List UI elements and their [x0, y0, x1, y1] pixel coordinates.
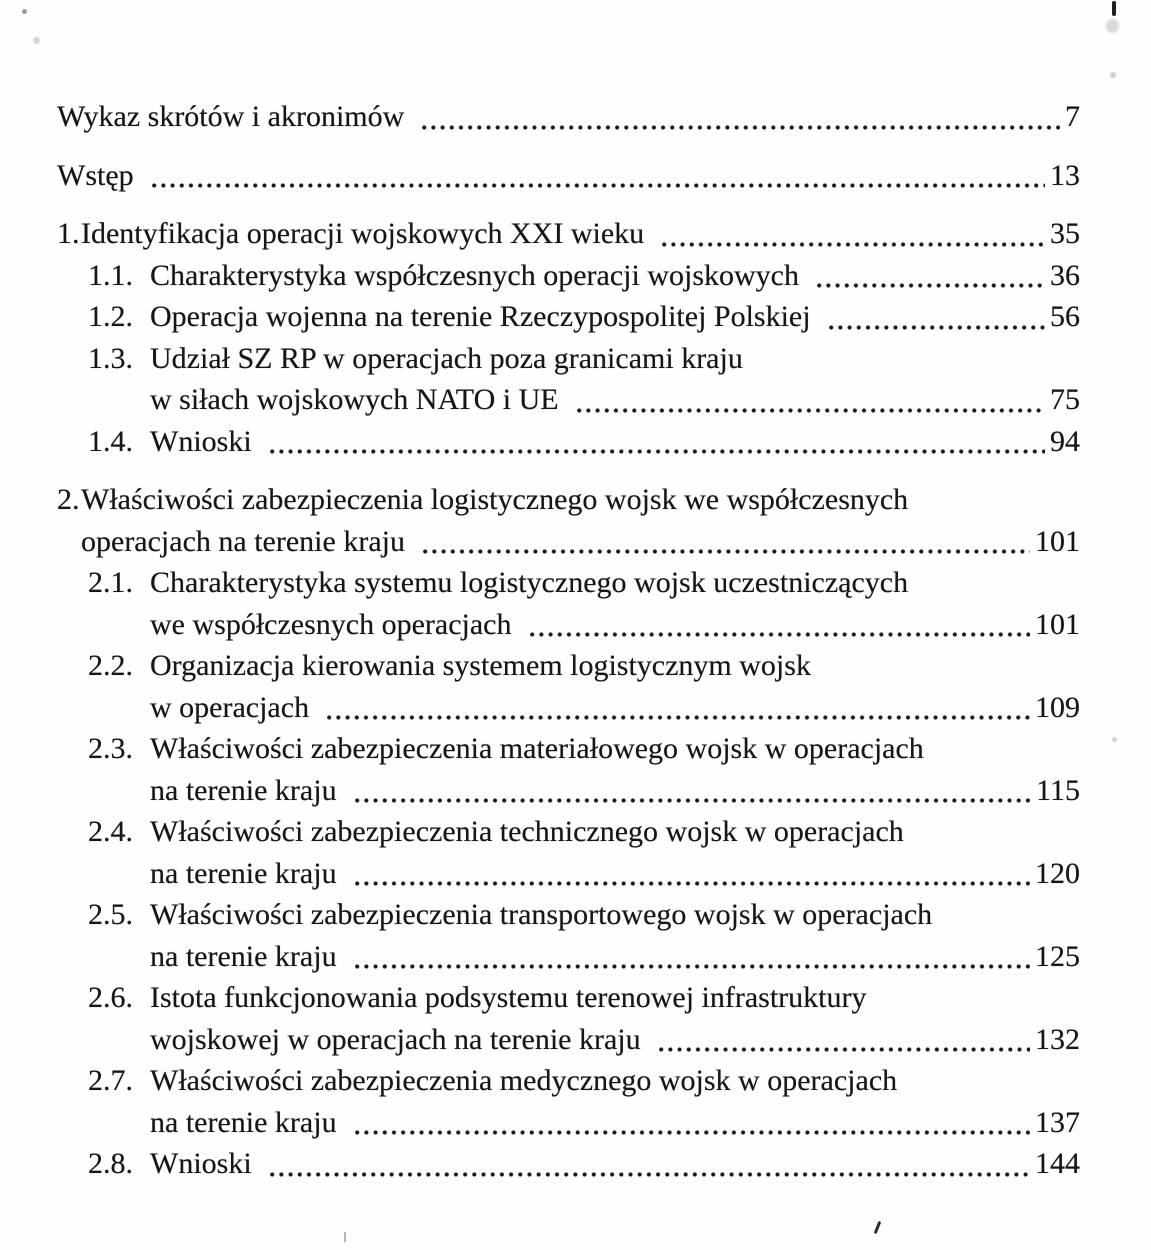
scan-artifact-speck — [22, 9, 27, 14]
toc-entry-title-line2: na terenie kraju — [150, 1105, 337, 1139]
toc-entry-number: 2.4. — [88, 815, 133, 848]
toc-entry-number: 2.5. — [88, 898, 133, 931]
toc-entry-continuation — [57, 936, 1080, 978]
toc-entry — [88, 728, 1080, 770]
dot-leader — [422, 125, 1060, 130]
toc-entry — [57, 213, 1080, 255]
toc-entry-page: 56 — [1050, 300, 1080, 333]
dot-leader — [530, 632, 1031, 637]
scan-artifact-tick — [344, 1232, 346, 1242]
toc-entry-title: Operacja wojenna na terenie Rzeczypospolitej Polskiej — [150, 300, 811, 333]
toc-entry-title: Charakterystyka współczesnych operacji wojskowych — [150, 258, 799, 292]
toc-entry-title-line2: w siłach wojskowych NATO i UE — [150, 383, 559, 416]
toc-entry-title: Charakterystyka systemu logistycznego wojsk uczestniczących — [150, 566, 909, 599]
toc-entry-continuation — [57, 1102, 1080, 1144]
toc-entry — [88, 645, 1080, 687]
toc-entry-continuation — [57, 1019, 1080, 1061]
dot-leader — [270, 449, 1045, 454]
toc-entry-number: 2. — [57, 483, 80, 516]
toc-entry — [88, 562, 1080, 604]
dot-leader — [423, 549, 1030, 554]
dot-leader — [355, 1130, 1030, 1135]
toc-entry-page: 94 — [1050, 424, 1080, 458]
toc-entry-page: 120 — [1035, 856, 1080, 890]
toc-entry-title-line2: na terenie kraju — [150, 939, 337, 973]
toc-entry-title: Wnioski — [150, 424, 252, 458]
toc-entry-number: 1.2. — [88, 300, 133, 333]
toc-entry — [88, 894, 1080, 936]
toc-entry-continuation — [57, 853, 1080, 895]
toc-entry-title: Właściwości zabezpieczenia technicznego wojsk w operacjach — [150, 815, 904, 848]
toc-entry-page: 36 — [1050, 258, 1080, 292]
toc-entry-title: Właściwości zabezpieczenia materiałowego wojsk w operacjach — [150, 732, 924, 765]
toc-entry-number: 1.1. — [88, 258, 133, 292]
toc-entry-title-line2: operacjach na terenie kraju — [81, 524, 405, 558]
toc-entry — [57, 155, 1080, 197]
toc-entry — [88, 338, 1080, 380]
toc-entry-number: 1. — [57, 217, 80, 250]
dot-leader — [355, 798, 1032, 803]
toc-entry-page: 75 — [1050, 383, 1080, 416]
scan-artifact-mark — [874, 1221, 882, 1234]
dot-leader — [577, 408, 1045, 413]
toc-entry — [88, 255, 1080, 297]
toc-entry — [88, 1060, 1080, 1102]
dot-leader — [327, 715, 1030, 720]
toc-entry-continuation — [57, 770, 1080, 812]
toc-entry-title: Udział SZ RP w operacjach poza granicami kraju — [150, 341, 743, 375]
toc-entry-title: Właściwości zabezpieczenia transportowego wojsk w operacjach — [150, 898, 933, 931]
toc-entry-continuation — [57, 521, 1080, 563]
dot-leader — [817, 283, 1045, 288]
toc-entry-page: 125 — [1035, 939, 1080, 973]
toc-entry-title-line2: na terenie kraju — [150, 856, 337, 890]
toc-entry — [57, 96, 1080, 138]
toc-entry-title: Wykaz skrótów i akronimów — [57, 100, 405, 133]
toc-entry-page: 132 — [1035, 1022, 1080, 1056]
dot-leader — [152, 183, 1045, 188]
scan-artifact-bar — [1112, 1, 1116, 16]
toc-entry-number: 2.6. — [88, 981, 133, 1014]
toc-entry-number: 2.3. — [88, 732, 133, 765]
toc-entry-page: 109 — [1035, 690, 1080, 724]
toc-entry-number: 2.2. — [88, 649, 133, 682]
toc-entry-title-line2: na terenie kraju — [150, 773, 337, 807]
toc-entry-page: 137 — [1035, 1105, 1080, 1139]
toc-entry-continuation — [57, 687, 1080, 729]
toc-entry-title: Identyfikacja operacji wojskowych XXI wieku — [81, 217, 645, 250]
toc-entry-page: 7 — [1065, 100, 1080, 133]
toc-entry-number: 2.7. — [88, 1064, 133, 1097]
dot-leader — [829, 325, 1045, 330]
toc-entry-title-line2: we współczesnych operacjach — [150, 607, 512, 641]
toc-entry-title-line2: w operacjach — [150, 690, 310, 724]
toc-entry-number: 1.4. — [88, 424, 133, 458]
toc-entry-page: 144 — [1035, 1147, 1080, 1180]
dot-leader — [662, 242, 1045, 247]
scan-artifact-smudge — [1106, 19, 1119, 33]
toc-entry-page: 13 — [1050, 158, 1080, 192]
toc-entry-title: Organizacja kierowania systemem logistycznym wojsk — [150, 649, 811, 682]
toc-entry — [88, 421, 1080, 463]
toc-entry — [88, 811, 1080, 853]
toc-entry-continuation — [57, 379, 1080, 421]
scan-artifact-dot — [1110, 72, 1116, 78]
toc-entry-page: 101 — [1035, 607, 1080, 641]
dot-leader — [270, 1172, 1030, 1177]
toc-entry-page: 101 — [1035, 524, 1080, 558]
toc-entry — [88, 1143, 1080, 1185]
toc-entry-title: Wnioski — [150, 1147, 252, 1180]
toc-entry-page: 115 — [1036, 773, 1080, 807]
toc-entry — [57, 479, 1080, 521]
toc-entry — [88, 296, 1080, 338]
dot-leader — [355, 964, 1030, 969]
toc-entry-title: Istota funkcjonowania podsystemu terenowej infrastruktury — [150, 981, 867, 1014]
toc-entry-page: 35 — [1050, 217, 1080, 250]
toc-entry-title: Właściwości zabezpieczenia medycznego wojsk w operacjach — [150, 1064, 898, 1097]
dot-leader — [355, 881, 1030, 886]
toc-entry-number: 2.1. — [88, 566, 133, 599]
toc-entry-title: Wstęp — [57, 158, 134, 192]
toc-entry — [88, 977, 1080, 1019]
toc-entry-number: 2.8. — [88, 1147, 133, 1180]
toc-entry-number: 1.3. — [88, 341, 133, 375]
toc-entry-title-line2: wojskowej w operacjach na terenie kraju — [150, 1022, 641, 1056]
table-of-contents — [57, 96, 1080, 1185]
dot-leader — [659, 1047, 1030, 1052]
toc-entry-title: Właściwości zabezpieczenia logistycznego wojsk we współczesnych — [81, 483, 909, 516]
scan-artifact-dot — [1112, 737, 1117, 742]
toc-entry-continuation — [57, 604, 1080, 646]
